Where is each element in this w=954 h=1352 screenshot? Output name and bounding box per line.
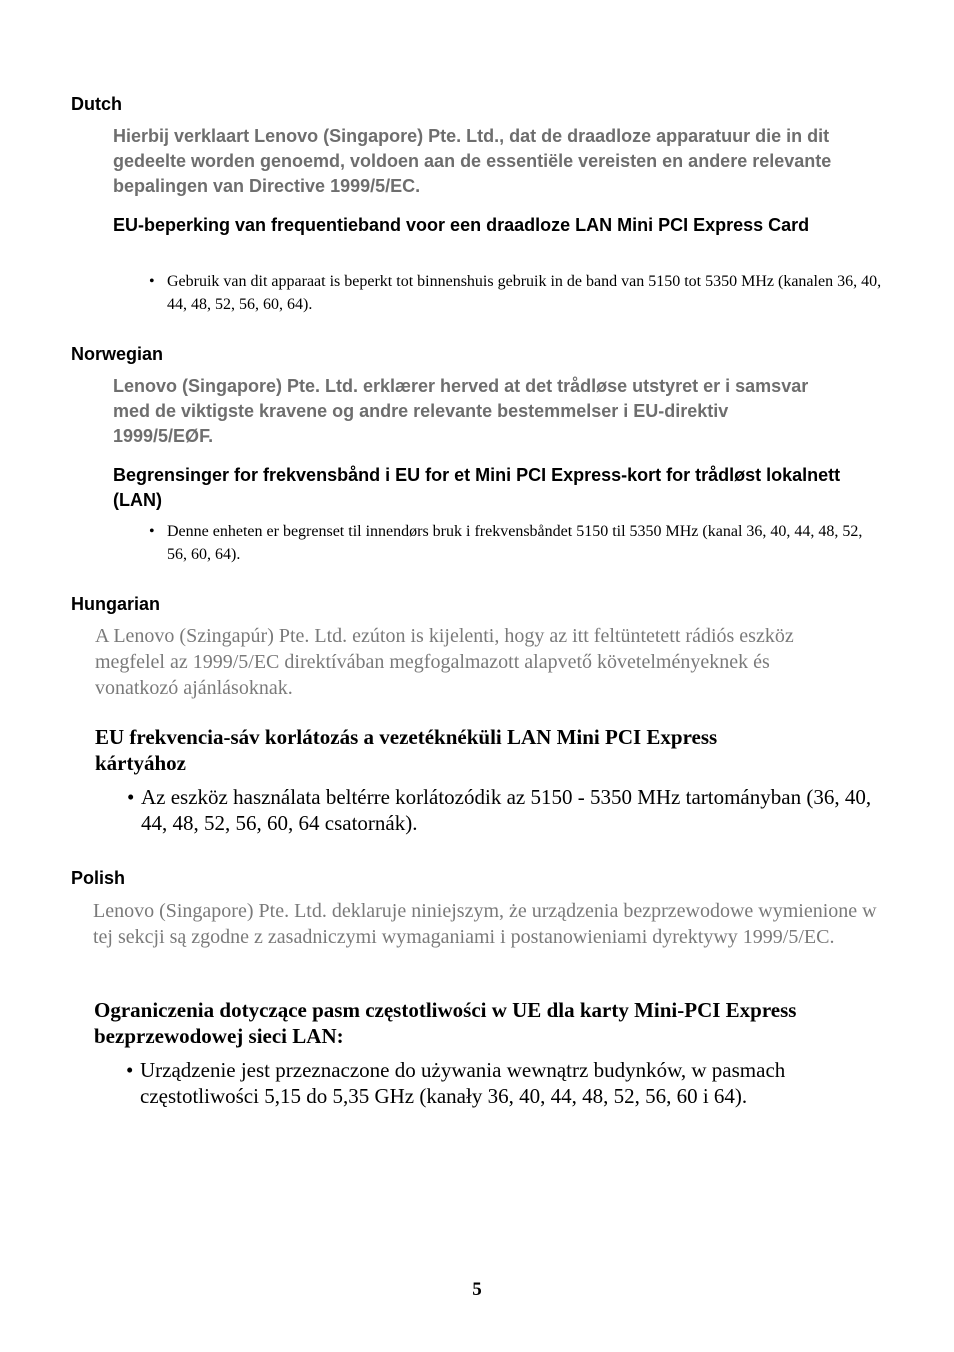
bullet-item-norwegian [149,520,884,566]
bullet-text-polish: Urządzenie jest przeznaczone do używania wewnątrz budynków, w pasmach częstotliwości 5,15 do 5,35 GHz (kanały 36, 40, 44, 48, 52, 56, 60 i 64). [140,1058,786,1108]
compliance-statement-norwegian: Lenovo (Singapore) Pte. Ltd. erklærer herved at det trådløse utstyret er i samsvar med de viktigste kravene og andre relevante bestemmelser i EU-direktiv 1999/5/EØF. [113,376,809,446]
bullet-item-hungarian [127,784,887,836]
compliance-statement-polish: Lenovo (Singapore) Pte. Ltd. deklaruje niniejszym, że urządzenia bezprzewodowe wymienione w tej sekcji są zgodne z zasadniczymi wymaganiami i postanowieniami dyrektywy 1999/5/EC. [93,900,877,948]
bullet-icon: • [149,273,155,290]
bullet-icon: • [127,785,135,809]
restriction-title-polish: Ograniczenia dotyczące pasm częstotliwości w UE dla karty Mini-PCI Express bezprzewodowej sieci LAN: [94,998,797,1048]
page-number: 5 [472,1279,482,1300]
bullet-icon: • [126,1058,134,1082]
section-heading-polish: Polish [71,868,126,888]
restriction-title-dutch: EU-beperking van frequentieband voor een draadloze LAN Mini PCI Express Card [113,215,810,235]
bullet-icon: • [149,523,155,540]
compliance-statement-hungarian: A Lenovo (Szingapúr) Pte. Ltd. ezúton is kijelenti, hogy az itt feltüntetett rádiós eszköz megfelel az 1999/5/EC direktívában megfogalmazott alapvető követelményeknek és vonatkozó ajánlásoknak. [95,625,794,699]
restriction-title-hungarian: EU frekvencia-sáv korlátozás a vezetéknéküli LAN Mini PCI Express kártyához [95,725,718,775]
compliance-statement-dutch: Hierbij verklaart Lenovo (Singapore) Pte. Ltd., dat de draadloze apparatuur die in dit gedeelte worden genoemd, voldoen aan de essentiële vereisten en andere relevante bepalingen van Directive 1999/5/EC. [113,126,832,196]
section-heading-hungarian: Hungarian [71,594,161,614]
bullet-item-dutch [149,270,884,316]
bullet-text-norwegian: Denne enheten er begrenset til innendørs bruk i frekvensbåndet 5150 til 5350 MHz (kanal 36, 40, 44, 48, 52, 56, 60, 64). [167,523,863,563]
restriction-title-norwegian: Begrensinger for frekvensbånd i EU for et Mini PCI Express-kort for trådløst lokalnett (LAN) [113,465,841,510]
bullet-item-polish [126,1057,866,1109]
section-heading-dutch: Dutch [71,94,122,114]
bullet-text-hungarian: Az eszköz használata beltérre korlátozódik az 5150 - 5350 MHz tartományban (36, 40, 44, 48, 52, 56, 60, 64 csatornák). [141,785,872,835]
section-heading-norwegian: Norwegian [71,344,164,364]
bullet-text-dutch: Gebruik van dit apparaat is beperkt tot binnenshuis gebruik in de band van 5150 tot 5350 MHz (kanalen 36, 40, 44, 48, 52, 56, 60, 64). [167,273,882,313]
